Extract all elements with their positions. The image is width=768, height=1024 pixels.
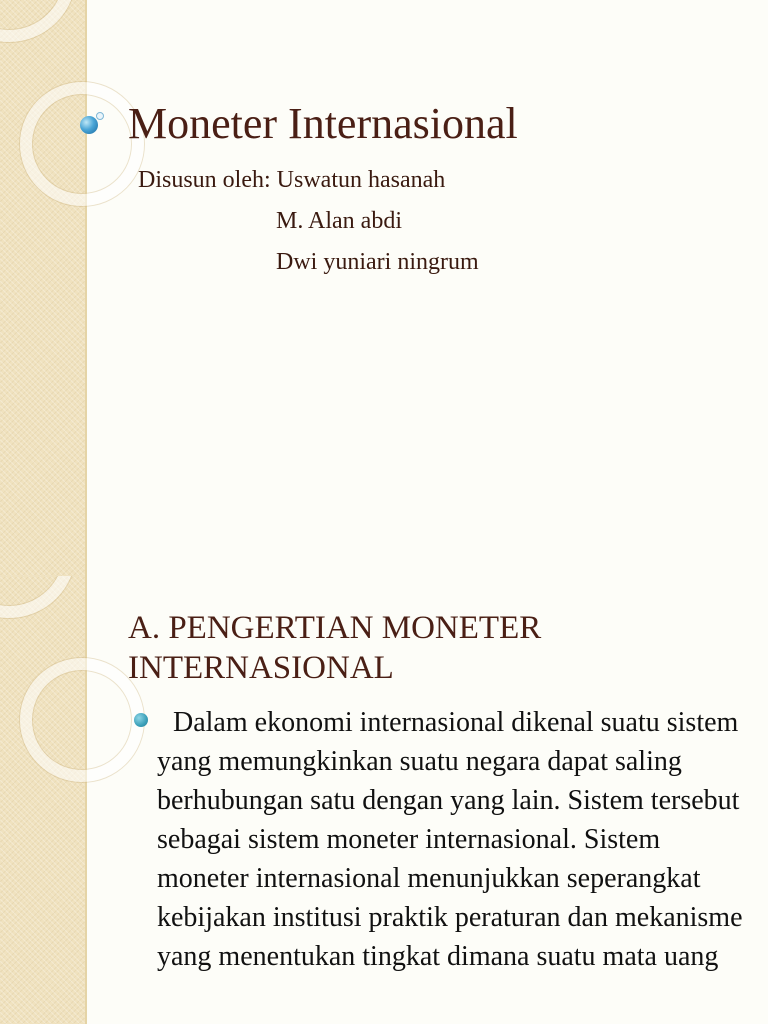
decorative-ring-middle (20, 82, 144, 206)
author-line-2: M. Alan abdi (276, 208, 402, 234)
slide-content (0, 576, 768, 1024)
author-line-1: Disusun oleh: Uswatun hasanah (138, 167, 446, 193)
heading-line-1: A. PENGERTIAN MONETER (128, 610, 542, 646)
decorative-sidebar (0, 0, 87, 576)
decorative-sidebar (0, 576, 87, 1024)
section-heading (128, 608, 748, 688)
heading-line-2: INTERNASIONAL (128, 650, 394, 686)
decorative-ring-top (0, 0, 76, 42)
slide-title-text: Moneter Internasional (128, 99, 518, 148)
bullet-paragraph: Dalam ekonomi internasional dikenal suatu sistem yang memungkinkan suatu negara dapat saling berhubungan satu dengan yang lain. Sistem tersebut sebagai sistem moneter internasional. Sistem moneter internasional menunjukkan seperangkat kebijakan institusi praktik peraturan dan mekanisme yang menentukan tingkat dimana suatu mata uang (157, 707, 743, 972)
authors-block (138, 160, 479, 283)
bullet-orb-icon (134, 713, 148, 727)
author-line-3: Dwi yuniari ningrum (276, 249, 479, 275)
decorative-ring-middle (20, 658, 144, 782)
blue-orb-icon (80, 116, 98, 134)
decorative-ring-top (0, 576, 76, 618)
small-orb-icon (96, 112, 104, 120)
